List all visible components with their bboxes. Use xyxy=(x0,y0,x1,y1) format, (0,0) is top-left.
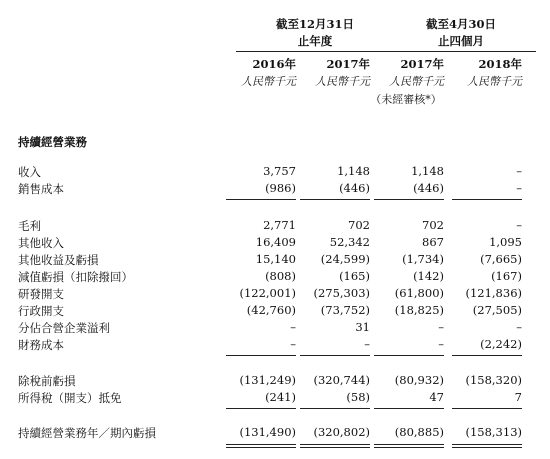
cell-income-tax-2017-period: 47 xyxy=(429,390,444,404)
cell-admin-2017-year: (73,752) xyxy=(320,303,370,317)
cell-gross-profit-2017-period: 702 xyxy=(422,218,444,232)
total-double-rule-col2 xyxy=(300,444,370,448)
cell-loss-period-2016: (131,490) xyxy=(239,425,296,439)
cell-loss-before-tax-2017-year: (320,744) xyxy=(313,373,370,387)
row-label-rnd-expenses: 研發開支 xyxy=(18,287,64,301)
cell-income-tax-2017-year: (58) xyxy=(346,390,370,404)
cell-impairment-2016: (808) xyxy=(265,269,296,283)
cell-loss-period-2018: (158,313) xyxy=(465,425,522,439)
unit-label-2018: 人民幣千元 xyxy=(467,75,522,88)
cell-gross-profit-2018: – xyxy=(516,218,522,232)
cell-other-income-2016: 16,409 xyxy=(255,235,296,249)
cell-cost-of-sales-2018: – xyxy=(516,181,522,195)
header-apr30-sub: 止四個月 xyxy=(438,34,484,48)
cell-loss-before-tax-2016: (131,249) xyxy=(239,373,296,387)
subtotal-rule-1-col4 xyxy=(452,199,522,200)
unit-label-2017-year: 人民幣千元 xyxy=(315,75,370,88)
cell-finance-costs-2016: – xyxy=(290,337,296,351)
cell-admin-2016: (42,760) xyxy=(246,303,296,317)
cell-cost-of-sales-2017-year: (446) xyxy=(339,181,370,195)
col-header-2017-period: 2017年 xyxy=(400,57,444,71)
row-label-other-gains-losses: 其他收益及虧損 xyxy=(18,253,99,267)
subtotal-rule-1-col2 xyxy=(300,199,370,200)
cell-rnd-2018: (121,836) xyxy=(465,286,522,300)
header-apr30-group: 截至4月30日 xyxy=(425,17,496,31)
total-double-rule-col1 xyxy=(226,444,296,448)
cell-loss-before-tax-2018: (158,320) xyxy=(465,373,522,387)
subtotal-rule-2-col2 xyxy=(300,355,370,356)
subtotal-rule-1-col3 xyxy=(374,199,444,200)
cell-income-tax-2018: 7 xyxy=(514,390,522,404)
subtotal-rule-2-col4 xyxy=(452,355,522,356)
cell-finance-costs-2017-period: – xyxy=(438,337,444,351)
unaudited-note: （未經審核*） xyxy=(370,93,442,106)
cell-gross-profit-2016: 2,771 xyxy=(263,218,296,232)
header-apr30-rule xyxy=(386,51,536,52)
row-label-cost-of-sales: 銷售成本 xyxy=(18,182,64,196)
section-title: 持續經營業務 xyxy=(18,135,87,149)
total-double-rule-col4 xyxy=(452,444,522,448)
subtotal-rule-2-col1 xyxy=(226,355,296,356)
cell-other-gains-2018: (7,665) xyxy=(480,252,522,266)
cell-other-gains-2016: 15,140 xyxy=(255,252,296,266)
col-header-2016: 2016年 xyxy=(252,57,296,71)
row-label-loss-before-tax: 除稅前虧損 xyxy=(18,374,76,388)
subtotal-rule-3-col4 xyxy=(452,408,522,409)
col-header-2017-year: 2017年 xyxy=(326,57,370,71)
cell-finance-costs-2017-year: – xyxy=(364,337,370,351)
row-label-income-tax: 所得稅（開支）抵免 xyxy=(18,391,122,405)
cell-share-jv-2016: – xyxy=(290,320,296,334)
subtotal-rule-3-col1 xyxy=(226,408,296,409)
row-label-revenue: 收入 xyxy=(18,165,41,179)
header-dec31-sub: 止年度 xyxy=(297,34,333,48)
cell-loss-period-2017-period: (80,885) xyxy=(394,425,444,439)
row-label-other-income: 其他收入 xyxy=(18,236,64,250)
cell-rnd-2017-year: (275,303) xyxy=(313,286,370,300)
unit-label-2016: 人民幣千元 xyxy=(241,75,296,88)
subtotal-rule-3-col2 xyxy=(300,408,370,409)
row-label-admin-expenses: 行政開支 xyxy=(18,304,64,318)
cell-other-income-2017-year: 52,342 xyxy=(329,235,370,249)
cell-loss-before-tax-2017-period: (80,932) xyxy=(394,373,444,387)
total-double-rule-col3 xyxy=(374,444,444,448)
subtotal-rule-3-col3 xyxy=(374,408,444,409)
row-label-share-of-jv: 分佔合營企業溢利 xyxy=(18,321,110,335)
cell-finance-costs-2018: (2,242) xyxy=(480,337,522,351)
row-label-gross-profit: 毛利 xyxy=(18,219,41,233)
cell-other-gains-2017-period: (1,734) xyxy=(402,252,444,266)
cell-cost-of-sales-2016: (986) xyxy=(265,181,296,195)
subtotal-rule-1-col1 xyxy=(226,199,296,200)
col-header-2018: 2018年 xyxy=(478,57,522,71)
header-dec31-rule xyxy=(236,51,388,52)
cell-impairment-2018: (167) xyxy=(491,269,522,283)
cell-rnd-2016: (122,001) xyxy=(239,286,296,300)
cell-share-jv-2018: – xyxy=(516,320,522,334)
cell-share-jv-2017-year: 31 xyxy=(355,320,370,334)
cell-admin-2017-period: (18,825) xyxy=(394,303,444,317)
cell-revenue-2017-year: 1,148 xyxy=(337,164,370,178)
subtotal-rule-2-col3 xyxy=(374,355,444,356)
cell-other-income-2017-period: 867 xyxy=(422,235,444,249)
cell-loss-period-2017-year: (320,802) xyxy=(313,425,370,439)
cell-admin-2018: (27,505) xyxy=(472,303,522,317)
cell-revenue-2016: 3,757 xyxy=(263,164,296,178)
cell-other-income-2018: 1,095 xyxy=(489,235,522,249)
cell-cost-of-sales-2017-period: (446) xyxy=(413,181,444,195)
cell-income-tax-2016: (241) xyxy=(265,390,296,404)
cell-rnd-2017-period: (61,800) xyxy=(394,286,444,300)
unit-label-2017-period: 人民幣千元 xyxy=(389,75,444,88)
row-label-loss-for-period: 持續經營業務年／期內虧損 xyxy=(18,426,156,440)
cell-revenue-2018: – xyxy=(516,164,522,178)
cell-impairment-2017-year: (165) xyxy=(339,269,370,283)
row-label-finance-costs: 財務成本 xyxy=(18,338,64,352)
cell-share-jv-2017-period: – xyxy=(438,320,444,334)
header-dec31-group: 截至12月31日 xyxy=(275,17,354,31)
cell-other-gains-2017-year: (24,599) xyxy=(320,252,370,266)
cell-gross-profit-2017-year: 702 xyxy=(348,218,370,232)
row-label-impairment: 減值虧損（扣除撥回） xyxy=(18,270,133,284)
cell-impairment-2017-period: (142) xyxy=(413,269,444,283)
cell-revenue-2017-period: 1,148 xyxy=(411,164,444,178)
